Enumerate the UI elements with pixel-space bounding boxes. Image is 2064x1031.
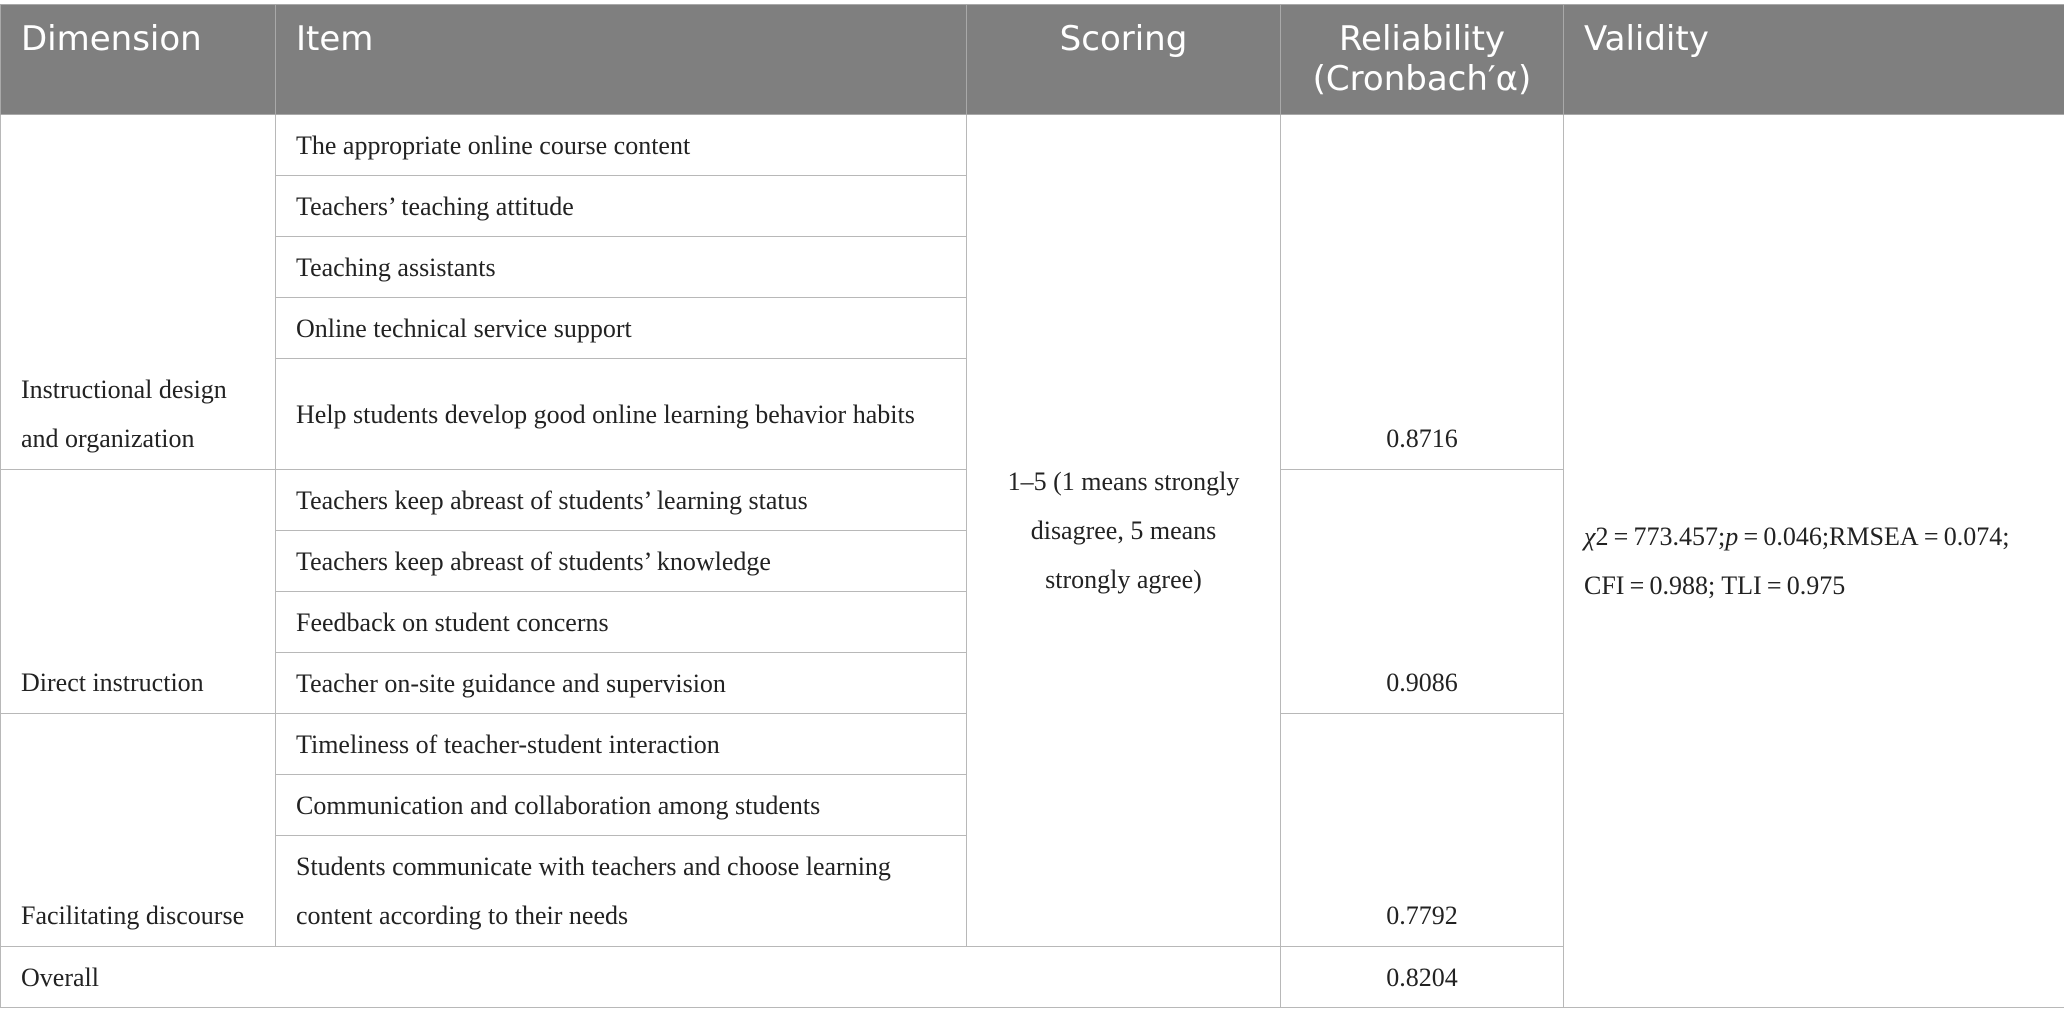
dimension-cell: Instructional design and organization (1, 115, 276, 470)
item-cell: Teachers’ teaching attitude (276, 176, 967, 237)
dimension-cell: Direct instruction (1, 470, 276, 714)
item-cell: Teacher on-site guidance and supervision (276, 653, 967, 714)
item-cell: Teachers keep abreast of students’ knowledge (276, 531, 967, 592)
dimension-cell: Facilitating discourse (1, 714, 276, 947)
reliability-cell: 0.7792 (1281, 714, 1564, 947)
item-cell: The appropriate online course content (276, 115, 967, 176)
item-cell: Feedback on student concerns (276, 592, 967, 653)
item-cell: Communication and collaboration among students (276, 775, 967, 836)
header-row (1, 5, 2064, 115)
measurement-table (0, 4, 2064, 1008)
reliability-cell: 0.9086 (1281, 470, 1564, 714)
validity-cell: χ2 = 773.457;p = 0.046;RMSEA = 0.074; CFI = 0.988; TLI = 0.975 (1564, 115, 2064, 1008)
item-cell: Timeliness of teacher-student interaction (276, 714, 967, 775)
overall-label: Overall (1, 947, 1281, 1008)
overall-reliability: 0.8204 (1281, 947, 1564, 1008)
header-reliability-line2: (Cronbach′α) (1312, 59, 1532, 99)
item-cell: Help students develop good online learning behavior habits (276, 359, 967, 470)
item-cell: Teaching assistants (276, 237, 967, 298)
item-cell: Online technical service support (276, 298, 967, 359)
table-row (1, 115, 2064, 176)
header-reliability (1281, 5, 1564, 115)
header-validity: Validity (1564, 5, 2064, 115)
header-dimension: Dimension (1, 5, 276, 115)
reliability-cell: 0.8716 (1281, 115, 1564, 470)
header-item: Item (276, 5, 967, 115)
header-reliability-line1: Reliability (1338, 19, 1506, 59)
scoring-cell: 1–5 (1 means strongly disagree, 5 means strongly agree) (967, 115, 1281, 947)
item-cell: Teachers keep abreast of students’ learning status (276, 470, 967, 531)
header-scoring: Scoring (967, 5, 1281, 115)
item-cell: Students communicate with teachers and choose learning content according to their needs (276, 836, 967, 947)
